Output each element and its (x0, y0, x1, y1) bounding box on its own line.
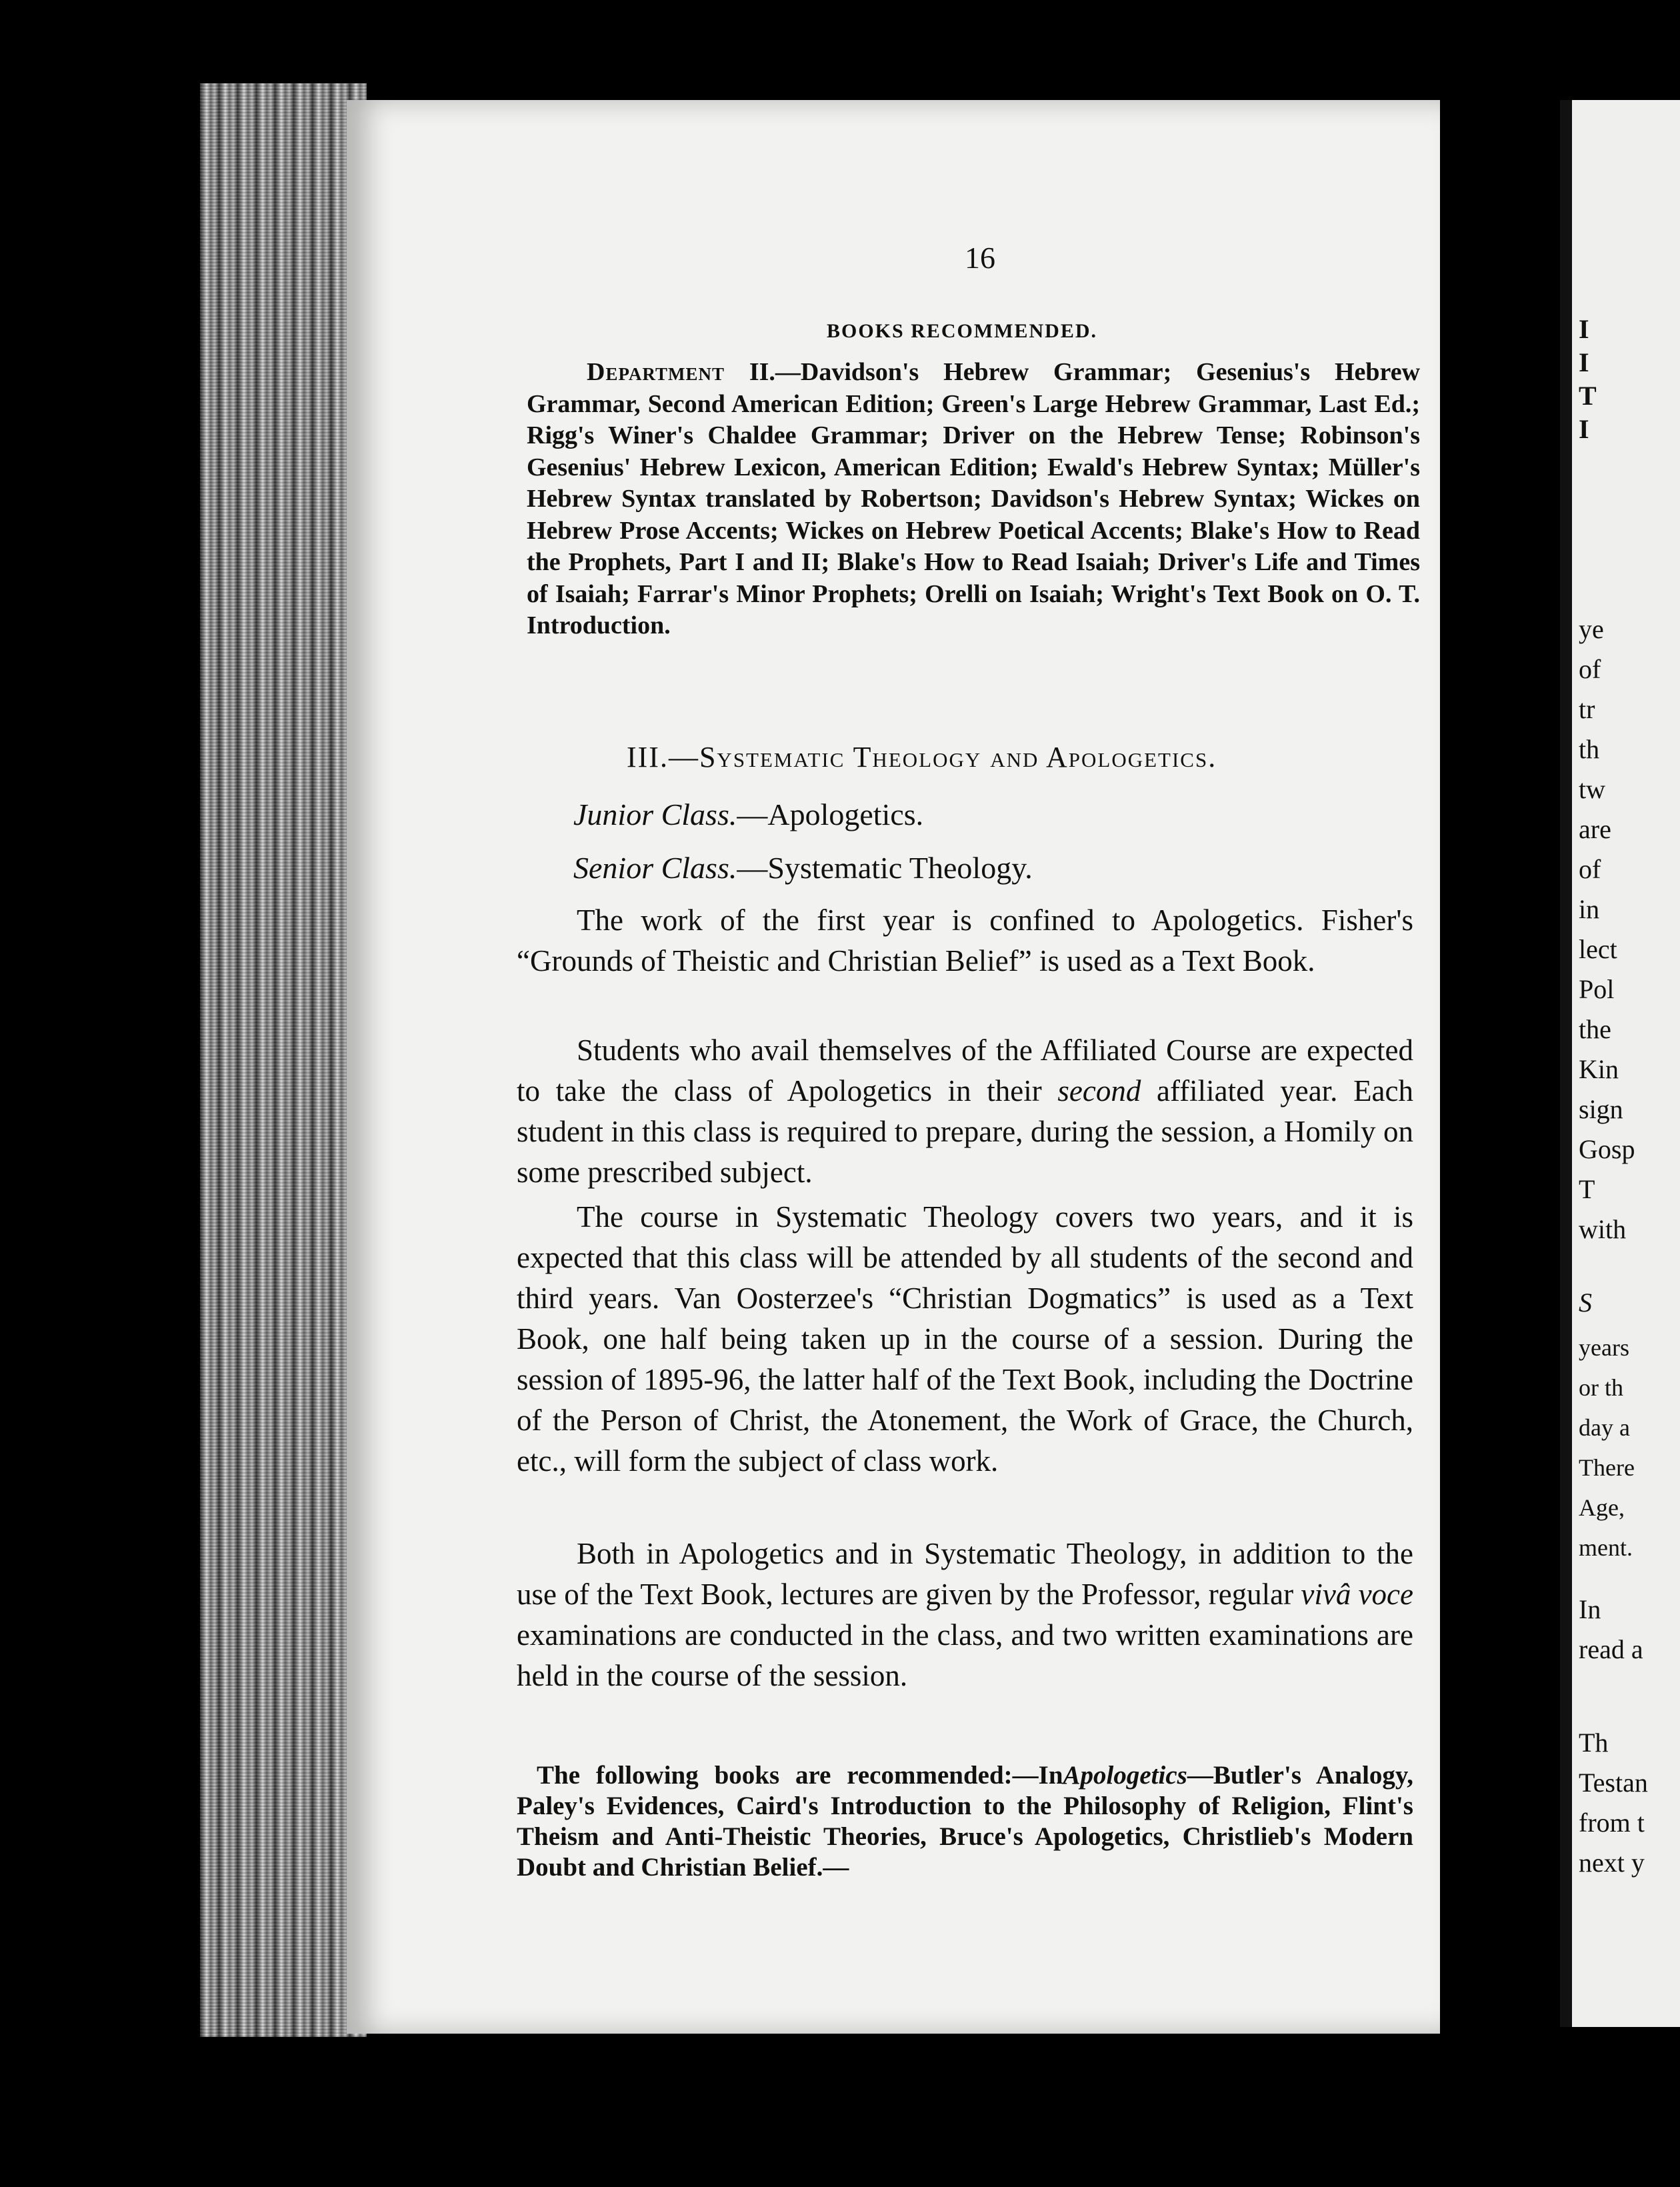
facing-line: There (1579, 1454, 1635, 1481)
department-label: Department (587, 358, 725, 386)
facing-line: or th (1579, 1374, 1623, 1401)
facing-line: years (1579, 1334, 1629, 1361)
facing-line: I (1579, 347, 1589, 377)
facing-line: I (1579, 314, 1589, 344)
paragraph-first-year: The work of the first year is confined to Apologetics. Fisher's “Grounds of Theistic and Christian Belief” is used as a Text Book. (517, 903, 1413, 977)
para2-emphasis: second (1057, 1074, 1141, 1108)
facing-page (1560, 100, 1680, 2027)
facing-line: the (1579, 1014, 1611, 1044)
facing-line: next y (1579, 1848, 1645, 1878)
department-text: II.—Davidson's Hebrew Grammar; Gesenius's Hebrew Grammar, Second American Edition; Green's Large Hebrew Grammar, Last Ed.; Rigg's Winer's Chaldee Grammar; Driver on the Hebrew Tense; Robinson's Gesenius' Hebrew Lexicon, American Edition; Ewald's Hebrew Syntax; Müller's Hebrew Syntax translated by Robertson; Davidson's Hebrew Syntax; Wickes on Hebrew Prose Accents; Wickes on Hebrew Poetical Accents; Blake's How to Read the Prophets, Part I and II; Blake's How to Read Isaiah; Driver's Life and Times of Isaiah; Farrar's Minor Prophets; Orelli on Isaiah; Wright's Text Book on O. T. Introduction. (527, 358, 1420, 639)
facing-line: tw (1579, 774, 1605, 804)
senior-class-line (573, 850, 1033, 885)
facing-line: I (1579, 414, 1589, 444)
department-paragraph (527, 357, 1420, 642)
running-head: BOOKS RECOMMENDED. (827, 320, 1098, 342)
facing-line: with (1579, 1214, 1627, 1244)
facing-line: in (1579, 894, 1600, 924)
facing-line: th (1579, 734, 1600, 764)
facing-line: Th (1579, 1728, 1609, 1758)
junior-class-subject: —Apologetics. (737, 797, 924, 831)
facing-line: Testan (1579, 1768, 1648, 1798)
facing-line: In (1579, 1594, 1601, 1624)
facing-line: are (1579, 814, 1611, 844)
para4-text-a: Both in Apologetics and in Systematic Theology, in addition to the use of the Text Book, lectures are given by the Professor, regular (517, 1537, 1413, 1611)
page-stack-edge (200, 83, 367, 2037)
junior-class-line (573, 797, 923, 832)
facing-line: sign (1579, 1094, 1623, 1124)
facing-line: T (1579, 1174, 1595, 1204)
senior-class-subject: —Systematic Theology. (737, 851, 1033, 885)
junior-class-label: Junior Class. (573, 797, 737, 831)
facing-line: S (1579, 1288, 1592, 1318)
para2-text-b: affiliated year. Each student in this class is required to prepare, during the session, a Homily on some prescribed subject. (517, 1074, 1413, 1189)
recommended-books-paragraph (517, 1760, 1413, 1883)
facing-line: Age, (1579, 1494, 1625, 1521)
paragraph-lectures (517, 1534, 1413, 1696)
para2-text-a: Students who avail themselves of the Affiliated Course are expected to take the class of Apologetics in their (517, 1033, 1413, 1108)
senior-class-label: Senior Class. (573, 851, 737, 885)
facing-line: ment. (1579, 1534, 1633, 1561)
page-number: 16 (965, 241, 995, 275)
para4-text-b: examinations are conducted in the class, and two written examinations are held in the course of the session. (517, 1618, 1413, 1692)
facing-line: of (1579, 654, 1601, 684)
paragraph-affiliated (517, 1030, 1413, 1193)
facing-line: tr (1579, 694, 1595, 724)
rec-emphasis: Apologetics (1063, 1761, 1187, 1790)
facing-line: Gosp (1579, 1134, 1635, 1164)
facing-line: Kin (1579, 1054, 1619, 1084)
facing-line: ye (1579, 614, 1604, 644)
facing-line: Pol (1579, 974, 1615, 1004)
facing-line: T (1579, 381, 1597, 411)
facing-line: day a (1579, 1414, 1630, 1441)
section-heading: III.—Systematic Theology and Apologetics. (627, 741, 1217, 773)
facing-line: from t (1579, 1808, 1645, 1838)
facing-line: of (1579, 854, 1601, 884)
facing-line: read a (1579, 1634, 1643, 1664)
facing-line: lect (1579, 934, 1617, 964)
rec-text-b: —Butler's Analogy, Paley's Evidences, Caird's Introduction to the Philosophy of Religion, Flint's Theism and Anti-Theistic Theories, Bruce's Apologetics, Christlieb's Modern Doubt and Christian Belief.— (517, 1761, 1413, 1882)
paragraph-systematic-course: The course in Systematic Theology covers two years, and it is expected that this class will be attended by all students of the second and third years. Van Oosterzee's “Christian Dogmatics” is used as a Text Book, one half being taken up in the course of a session. During the session of 1895-96, the latter half of the Text Book, including the Doctrine of the Person of Christ, the Atonement, the Work of Grace, the Church, etc., will form the subject of class work. (517, 1200, 1413, 1478)
rec-text-a: The following books are recommended:—In (537, 1761, 1063, 1790)
para4-emphasis: vivâ voce (1301, 1578, 1413, 1611)
